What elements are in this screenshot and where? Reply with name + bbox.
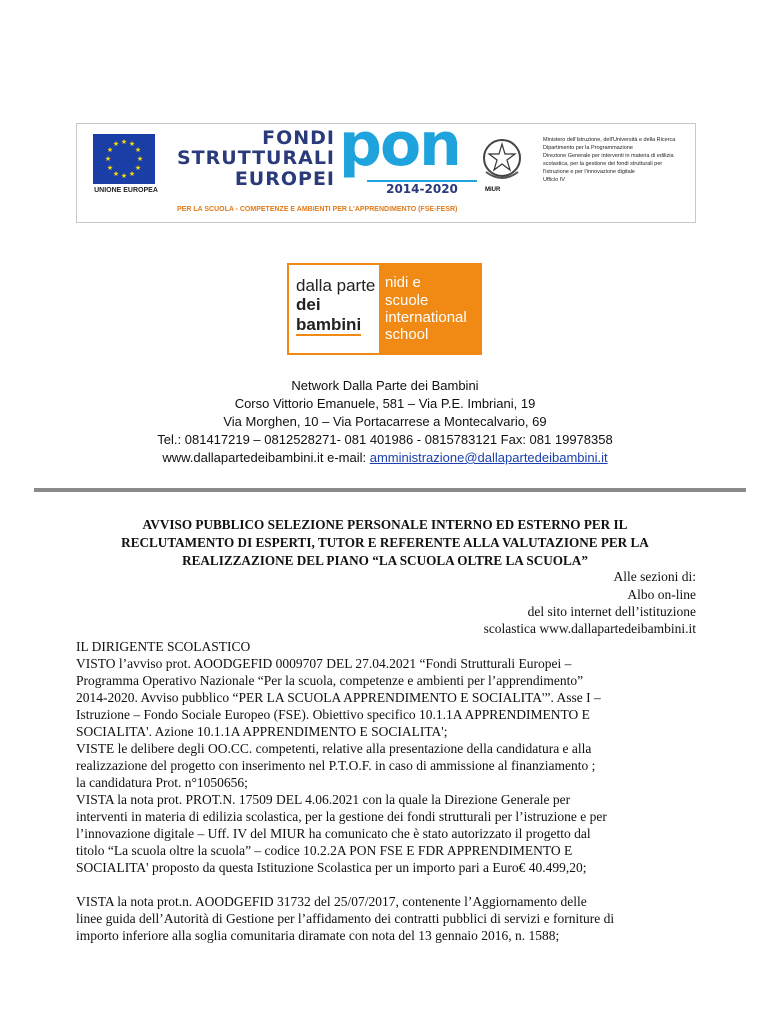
- document-title-line: REALIZZAZIONE DEL PIANO “LA SCUOLA OLTRE LA SCUOLA”: [182, 553, 588, 568]
- banner-tagline: PER LA SCUOLA - COMPETENZE E AMBIENTI PER L'APPRENDIMENTO (FSE-FESR): [177, 206, 458, 213]
- pon-years: 2014-2020: [367, 180, 477, 196]
- logo-text-line: international: [385, 309, 467, 326]
- ministry-line: scolastica, per la gestione dei fondi strutturali per: [543, 161, 663, 167]
- school-logo-left: [289, 265, 379, 353]
- body-line: VISTA la nota prot.n. AOODGEFID 31732 del 25/07/2017, contenente l’Aggiornamento delle: [76, 894, 587, 909]
- ministry-line: l'istruzione e per l'innovazione digitale: [543, 169, 635, 175]
- logo-text-line: scuole: [385, 292, 429, 309]
- logo-text-line: dei: [296, 295, 321, 314]
- pon-banner: [76, 110, 696, 223]
- svg-text:★: ★: [128, 170, 136, 178]
- eu-label: UNIONE EUROPEA: [94, 187, 158, 194]
- fondi-line-3: EUROPEI: [234, 168, 335, 190]
- ministry-line: Ufficio IV: [543, 177, 565, 183]
- body-line: interventi in materia di edilizia scolastica, per la gestione dei fondi strutturali per l’istruzione e per: [76, 809, 607, 824]
- body-line: VISTA la nota prot. PROT.N. 17509 DEL 4.06.2021 con la quale la Direzione Generale per: [76, 792, 571, 807]
- body-line: linee guida dell’Autorità di Gestione per l’affidamento dei contratti pubblici di servizi e forniture di: [76, 911, 615, 926]
- svg-text:★: ★: [136, 155, 144, 163]
- svg-text:★: ★: [106, 146, 114, 154]
- addressee-line: del sito internet dell’istituzione: [527, 604, 696, 619]
- document-title-line: AVVISO PUBBLICO SELEZIONE PERSONALE INTERNO ED ESTERNO PER IL: [142, 517, 628, 532]
- contact-name: Network Dalla Parte dei Bambini: [291, 378, 479, 393]
- body-line: l’innovazione digitale – Uff. IV del MIUR ha comunicato che è stato autorizzato il progetto dal: [76, 826, 591, 841]
- body-line: SOCIALITA'. Azione 10.1.1A APPRENDIMENTO E SOCIALITA';: [76, 724, 448, 739]
- school-logo-right: [379, 265, 480, 353]
- contact-web-email: [0, 449, 770, 467]
- eu-flag-icon: [93, 134, 155, 184]
- logo-text-line: nidi e: [385, 274, 421, 291]
- ministry-line: Dipartimento per la Programmazione: [543, 145, 633, 151]
- body-line: importo inferiore alla soglia comunitaria diramate con nota del 13 gennaio 2016, n. 1588;: [76, 928, 560, 943]
- svg-text:★: ★: [104, 155, 112, 163]
- body-line: Istruzione – Fondo Sociale Europeo (FSE). Obiettivo specifico 10.1.1A APPRENDIMENTO E: [76, 707, 590, 722]
- divider: [34, 488, 746, 492]
- contact-web-prefix: www.dallapartedeibambini.it e-mail:: [162, 450, 370, 465]
- addressee-line: Alle sezioni di:: [613, 569, 696, 584]
- svg-text:★: ★: [112, 170, 120, 178]
- ministry-text: [543, 136, 693, 184]
- body-line: Programma Operativo Nazionale “Per la scuola, competenze e ambienti per l’apprendimento”: [76, 673, 584, 688]
- pon-logo-text: pon: [339, 110, 460, 180]
- body-line: IL DIRIGENTE SCOLASTICO: [76, 639, 251, 654]
- contact-phone: Tel.: 081417219 – 0812528271- 081 401986 - 0815783121 Fax: 081 19978358: [157, 432, 613, 447]
- logo-text-line: dalla parte: [296, 276, 376, 295]
- body-line: SOCIALITA' proposto da questa Istituzione Scolastica per un importo pari a Euro€ 40.499,20;: [76, 860, 587, 875]
- fondi-line-1: FONDI: [262, 127, 335, 149]
- svg-text:★: ★: [134, 164, 142, 172]
- body-line: 2014-2020. Avviso pubblico “PER LA SCUOLA APPRENDIMENTO E SOCIALITA'”. Asse I –: [76, 690, 601, 705]
- addressee-line: Albo on-line: [627, 587, 696, 602]
- fondi-line-2: STRUTTURALI: [177, 147, 335, 169]
- addressee-line: scolastica www.dallapartedeibambini.it: [483, 621, 696, 636]
- svg-text:★: ★: [128, 140, 136, 148]
- email-link[interactable]: amministrazione@dallapartedeibambini.it: [369, 450, 608, 465]
- ministry-line: Ministero dell'Istruzione, dell'Università e della Ricerca: [543, 137, 676, 143]
- body-line: VISTE le delibere degli OO.CC. competenti, relative alla presentazione della candidatura e alla: [76, 741, 592, 756]
- logo-text-line: bambini: [296, 315, 362, 334]
- svg-text:★: ★: [106, 164, 114, 172]
- svg-text:★: ★: [112, 140, 120, 148]
- school-logo: [287, 263, 482, 355]
- body-line: VISTO l’avviso prot. AOODGEFID 0009707 DEL 27.04.2021 “Fondi Strutturali Europei –: [76, 656, 572, 671]
- svg-text:★: ★: [134, 146, 142, 154]
- contact-address-2: Via Morghen, 10 – Via Portacarrese a Montecalvario, 69: [223, 414, 547, 429]
- svg-text:★: ★: [120, 138, 128, 146]
- logo-text-line: school: [385, 326, 429, 343]
- document-title-line: RECLUTAMENTO DI ESPERTI, TUTOR E REFERENTE ALLA VALUTAZIONE PER LA: [121, 535, 649, 550]
- contact-address-1: Corso Vittorio Emanuele, 581 – Via P.E. Imbriani, 19: [234, 396, 536, 411]
- miur-label: MIUR: [485, 187, 501, 193]
- ministry-line: Direzione Generale per interventi in materia di edilizia: [543, 153, 674, 159]
- body-line: realizzazione del progetto con inserimento nel P.T.O.F. in caso di ammissione al finanziamento ;: [76, 758, 596, 773]
- svg-text:★: ★: [120, 172, 128, 180]
- italian-emblem-icon: [480, 134, 524, 184]
- eu-stars-icon: [93, 134, 155, 184]
- body-line: titolo “La scuola oltre la scuola” – codice 10.2.2A PON FSE E FDR APPRENDIMENTO E: [76, 843, 573, 858]
- body-line: la candidatura Prot. n°1050656;: [76, 775, 248, 790]
